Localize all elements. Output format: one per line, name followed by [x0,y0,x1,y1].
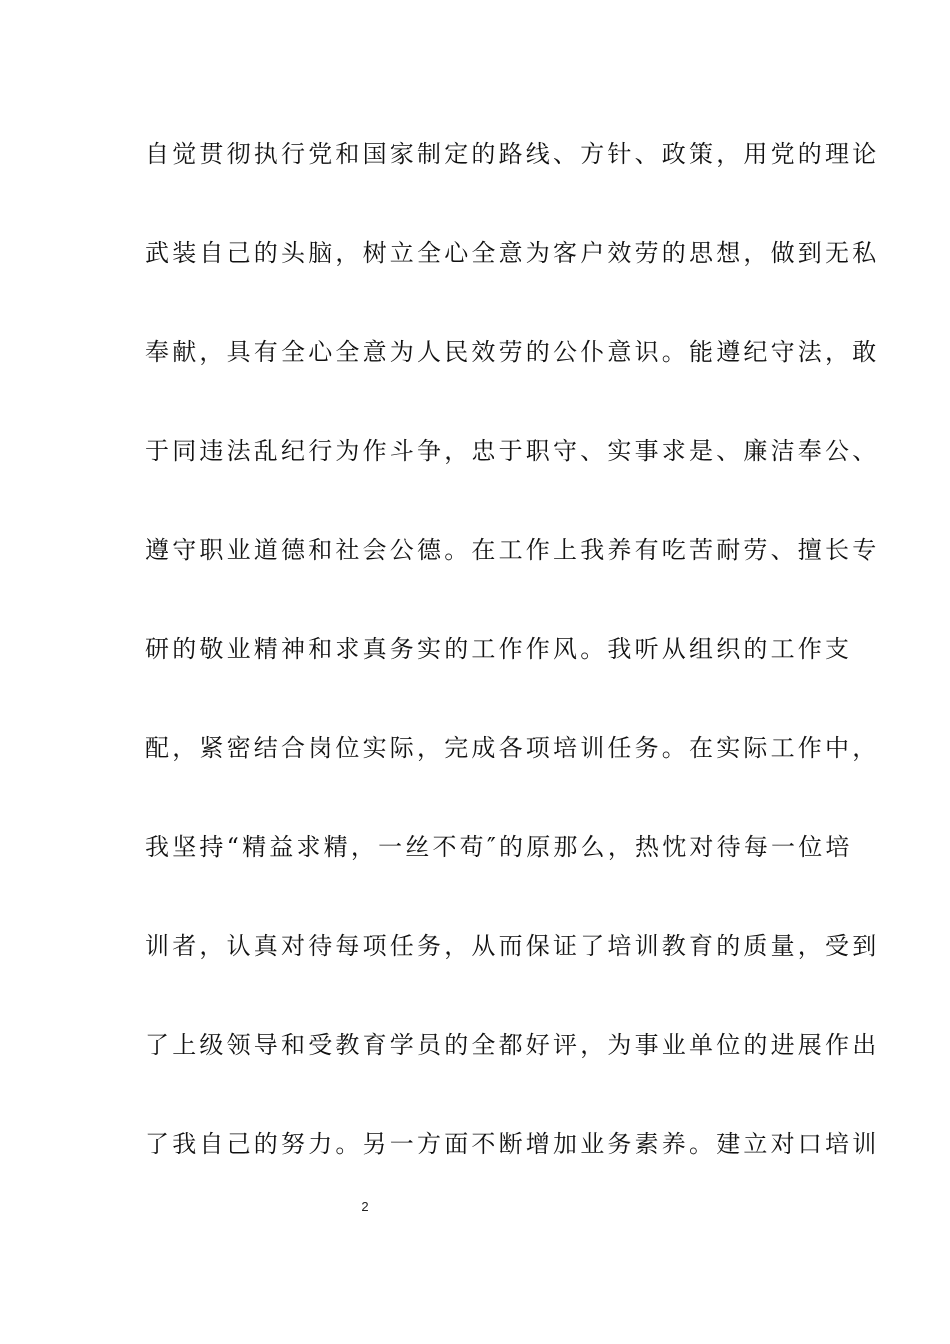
text-line: 我坚持“精益求精，一丝不苟″的原那么，热忱对待每一位培 [145,833,853,861]
text-line: 武装自己的头脑，树立全心全意为客户效劳的思想，做到无私 [145,239,880,267]
text-line: 于同违法乱纪行为作斗争，忠于职守、实事求是、廉洁奉公、 [145,437,880,465]
body-text [145,132,880,1221]
text-line: 训者，认真对待每项任务，从而保证了培训教育的质量，受到 [145,932,880,960]
text-line: 奉献，具有全心全意为人民效劳的公仆意识。能遵纪守法，敢 [145,338,880,366]
text-line: 配，紧密结合岗位实际，完成各项培训任务。在实际工作中， [145,734,880,762]
text-line: 遵守职业道德和社会公德。在工作上我养有吃苦耐劳、擅长专 [145,536,880,564]
text-line: 自觉贯彻执行党和国家制定的路线、方针、政策，用党的理论 [145,140,880,168]
page-number: 2 [361,1199,369,1214]
text-line: 了我自己的努力。另一方面不断增加业务素养。建立对口培训 [145,1130,880,1158]
text-line: 了上级领导和受教育学员的全都好评，为事业单位的进展作出 [145,1031,880,1059]
text-line: 研的敬业精神和求真务实的工作作风。我听从组织的工作支 [145,635,853,663]
